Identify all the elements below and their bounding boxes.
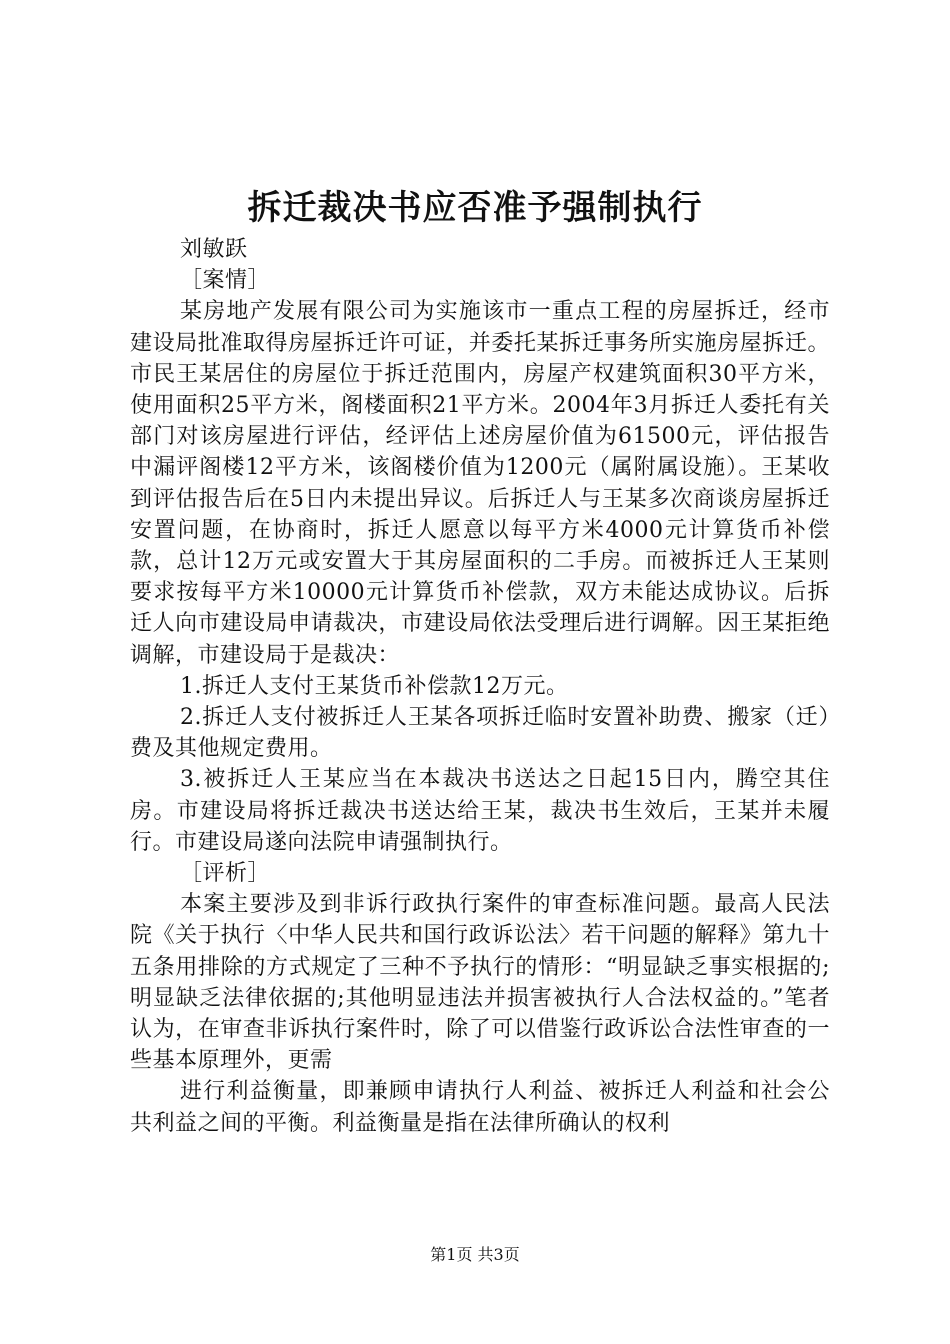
ruling-item-3: 3.被拆迁人王某应当在本裁决书送达之日起15日内，腾空其住房。市建设局将拆迁裁决书送达给王某，裁决书生效后，王某并未履行。市建设局遂向法院申请强制执行。 <box>130 767 830 855</box>
document-body <box>130 234 830 1139</box>
ruling-item-2: 2.拆迁人支付被拆迁人王某各项拆迁临时安置补助费、搬家（迁）费及其他规定费用。 <box>130 705 830 762</box>
document-title: 拆迁裁决书应否准予强制执行 <box>247 188 703 228</box>
section-heading-analysis: ［评析］ <box>180 861 271 887</box>
analysis-continuation-paragraph: 进行利益衡量，即兼顾申请执行人利益、被拆迁人利益和社会公共利益之间的平衡。利益衡量是指在法律所确认的权利 <box>130 1079 830 1136</box>
section-heading-case: ［案情］ <box>180 268 271 294</box>
analysis-paragraph: 本案主要涉及到非诉行政执行案件的审查标准问题。最高人民法院《关于执行〈中华人民共和国行政诉讼法〉若干问题的解释》第九十五条用排除的方式规定了三种不予执行的情形：“明显缺乏事实根据的;明显缺乏法律依据的;其他明显违法并损害被执行人合法权益的。”笔者认为，在审查非诉执行案件时，除了可以借鉴行政诉讼合法性审查的一些基本原理外，更需 <box>130 892 830 1074</box>
ruling-item-1: 1.拆迁人支付王某货币补偿款12万元。 <box>180 673 569 699</box>
page-number-footer: 第1页 共3页 <box>430 1245 520 1264</box>
case-paragraph: 某房地产发展有限公司为实施该市一重点工程的房屋拆迁，经市建设局批准取得房屋拆迁许可证，并委托某拆迁事务所实施房屋拆迁。市民王某居住的房屋位于拆迁范围内，房屋产权建筑面积30平方米，使用面积25平方米，阁楼面积21平方米。2004年3月拆迁人委托有关部门对该房屋进行评估，经评估上述房屋价值为61500元，评估报告中漏评阁楼12平方米，该阁楼价值为1200元（属附属设施）。王某收到评估报告后在5日内未提出异议。后拆迁人与王某多次商谈房屋拆迁安置问题，在协商时，拆迁人愿意以每平方米4000元计算货币补偿款，总计12万元或安置大于其房屋面积的二手房。而被拆迁人王某则要求按每平方米10000元计算货币补偿款，双方未能达成协议。后拆迁人向市建设局申请裁决，市建设局依法受理后进行调解。因王某拒绝调解，市建设局于是裁决： <box>130 299 830 668</box>
author-line: 刘敏跃 <box>180 237 248 262</box>
